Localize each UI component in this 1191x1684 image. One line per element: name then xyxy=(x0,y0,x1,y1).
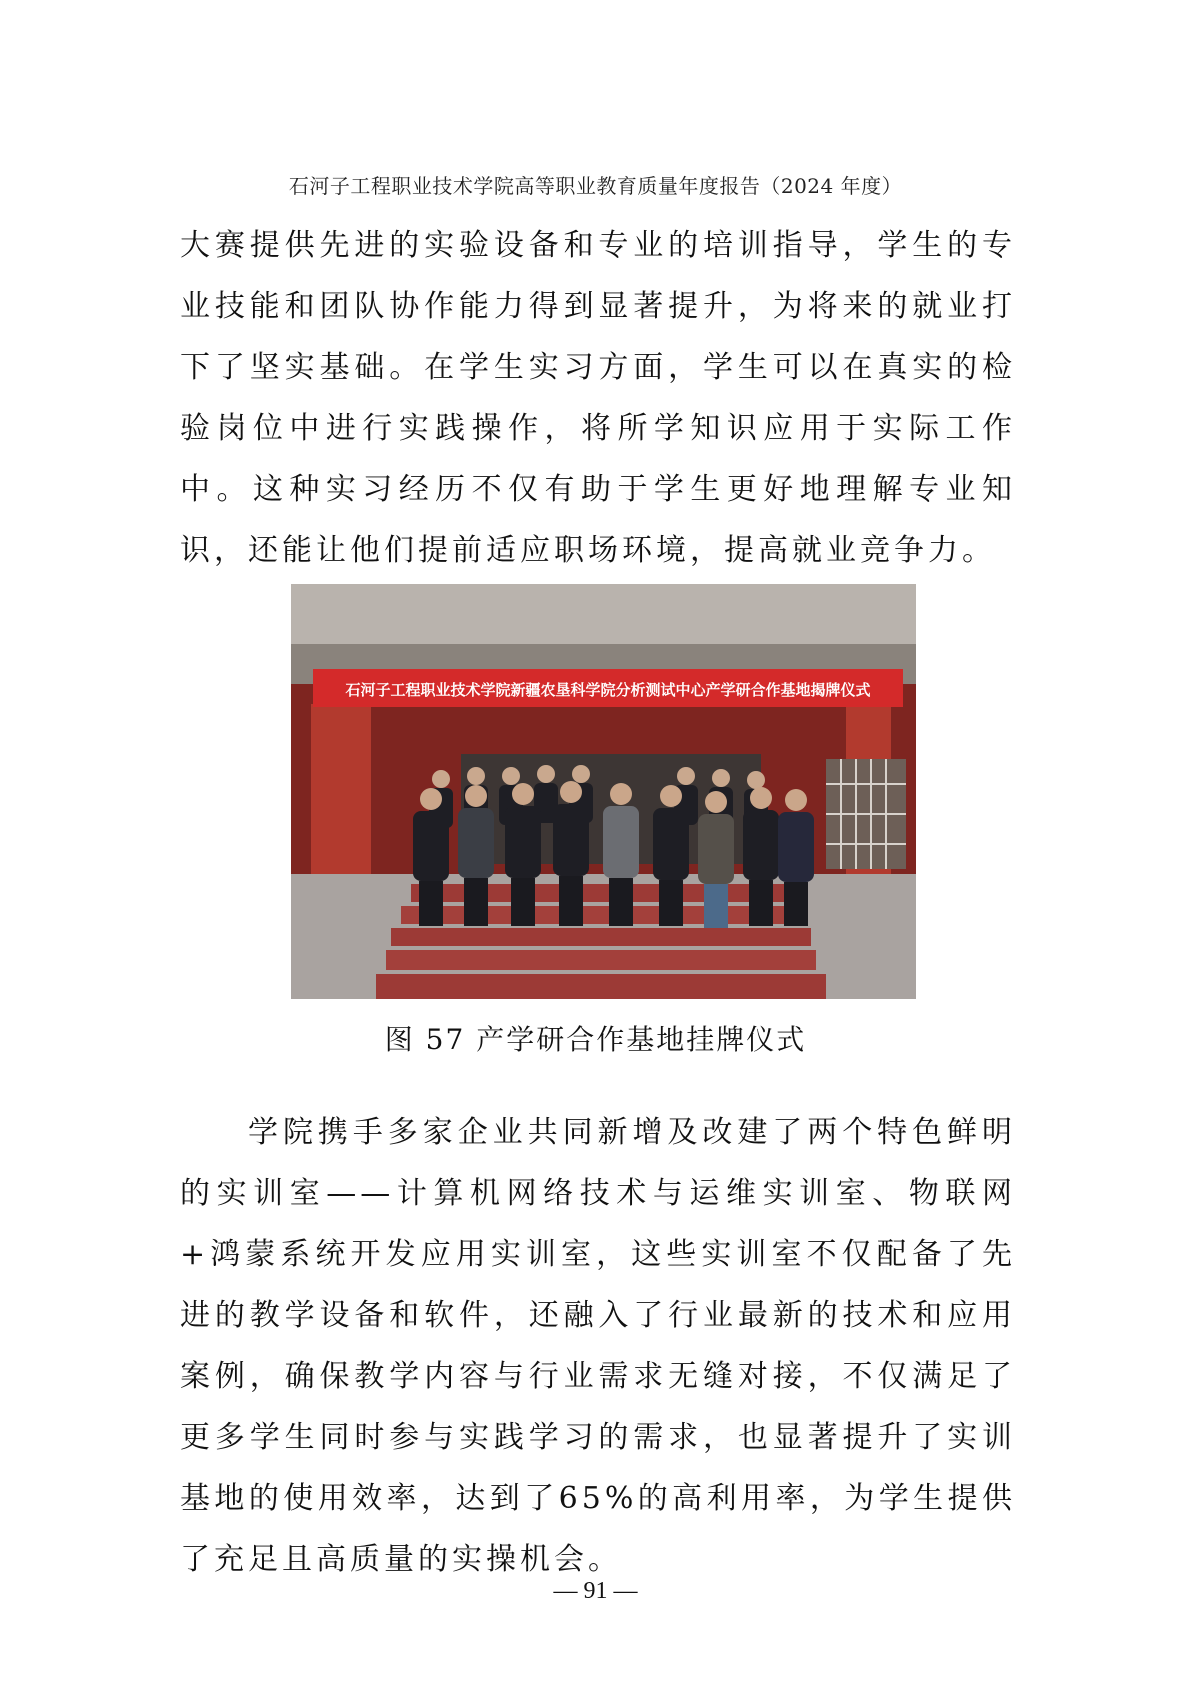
running-header: 石河子工程职业技术学院高等职业教育质量年度报告（2024 年度） xyxy=(288,174,903,198)
entrance-stairs xyxy=(291,874,916,999)
body-paragraph-1: 大赛提供先进的实验设备和专业的培训指导，学生的专业技能和团队协作能力得到显著提升，为将来的就业打下了坚实基础。在学生实习方面，学生可以在真实的检验岗位中进行实践操作，将所学知识应用于实际工作中。这种实习经历不仅有助于学生更好地理解专业知识，还能让他们提前适应职场环境，提高就业竞争力。 xyxy=(180,228,1016,568)
figure-caption: 图 57 产学研合作基地挂牌仪式 xyxy=(384,1023,807,1056)
body-paragraph-2: 学院携手多家企业共同新增及改建了两个特色鲜明的实训室——计算机网络技术与运维实训室、物联网+鸿蒙系统开发应用实训室，这些实训室不仅配备了先进的教学设备和软件，还融入了行业最新的技术和应用案例，确保教学内容与行业需求无缝对接，不仅满足了更多学生同时参与实践学习的需求，也显著提升了实训基地的使用效率，达到了65%的高利用率，为学生提供了充足且高质量的实操机会。 xyxy=(180,1115,1016,1577)
window-grid xyxy=(826,759,906,869)
page-number: — 91 — xyxy=(553,1578,638,1604)
ceremony-photo xyxy=(291,584,916,999)
banner-text: 石河子工程职业技术学院新疆农垦科学院分析测试中心产学研合作基地揭牌仪式 xyxy=(345,681,871,699)
ceremony-banner xyxy=(313,669,903,707)
people-group xyxy=(413,765,814,928)
